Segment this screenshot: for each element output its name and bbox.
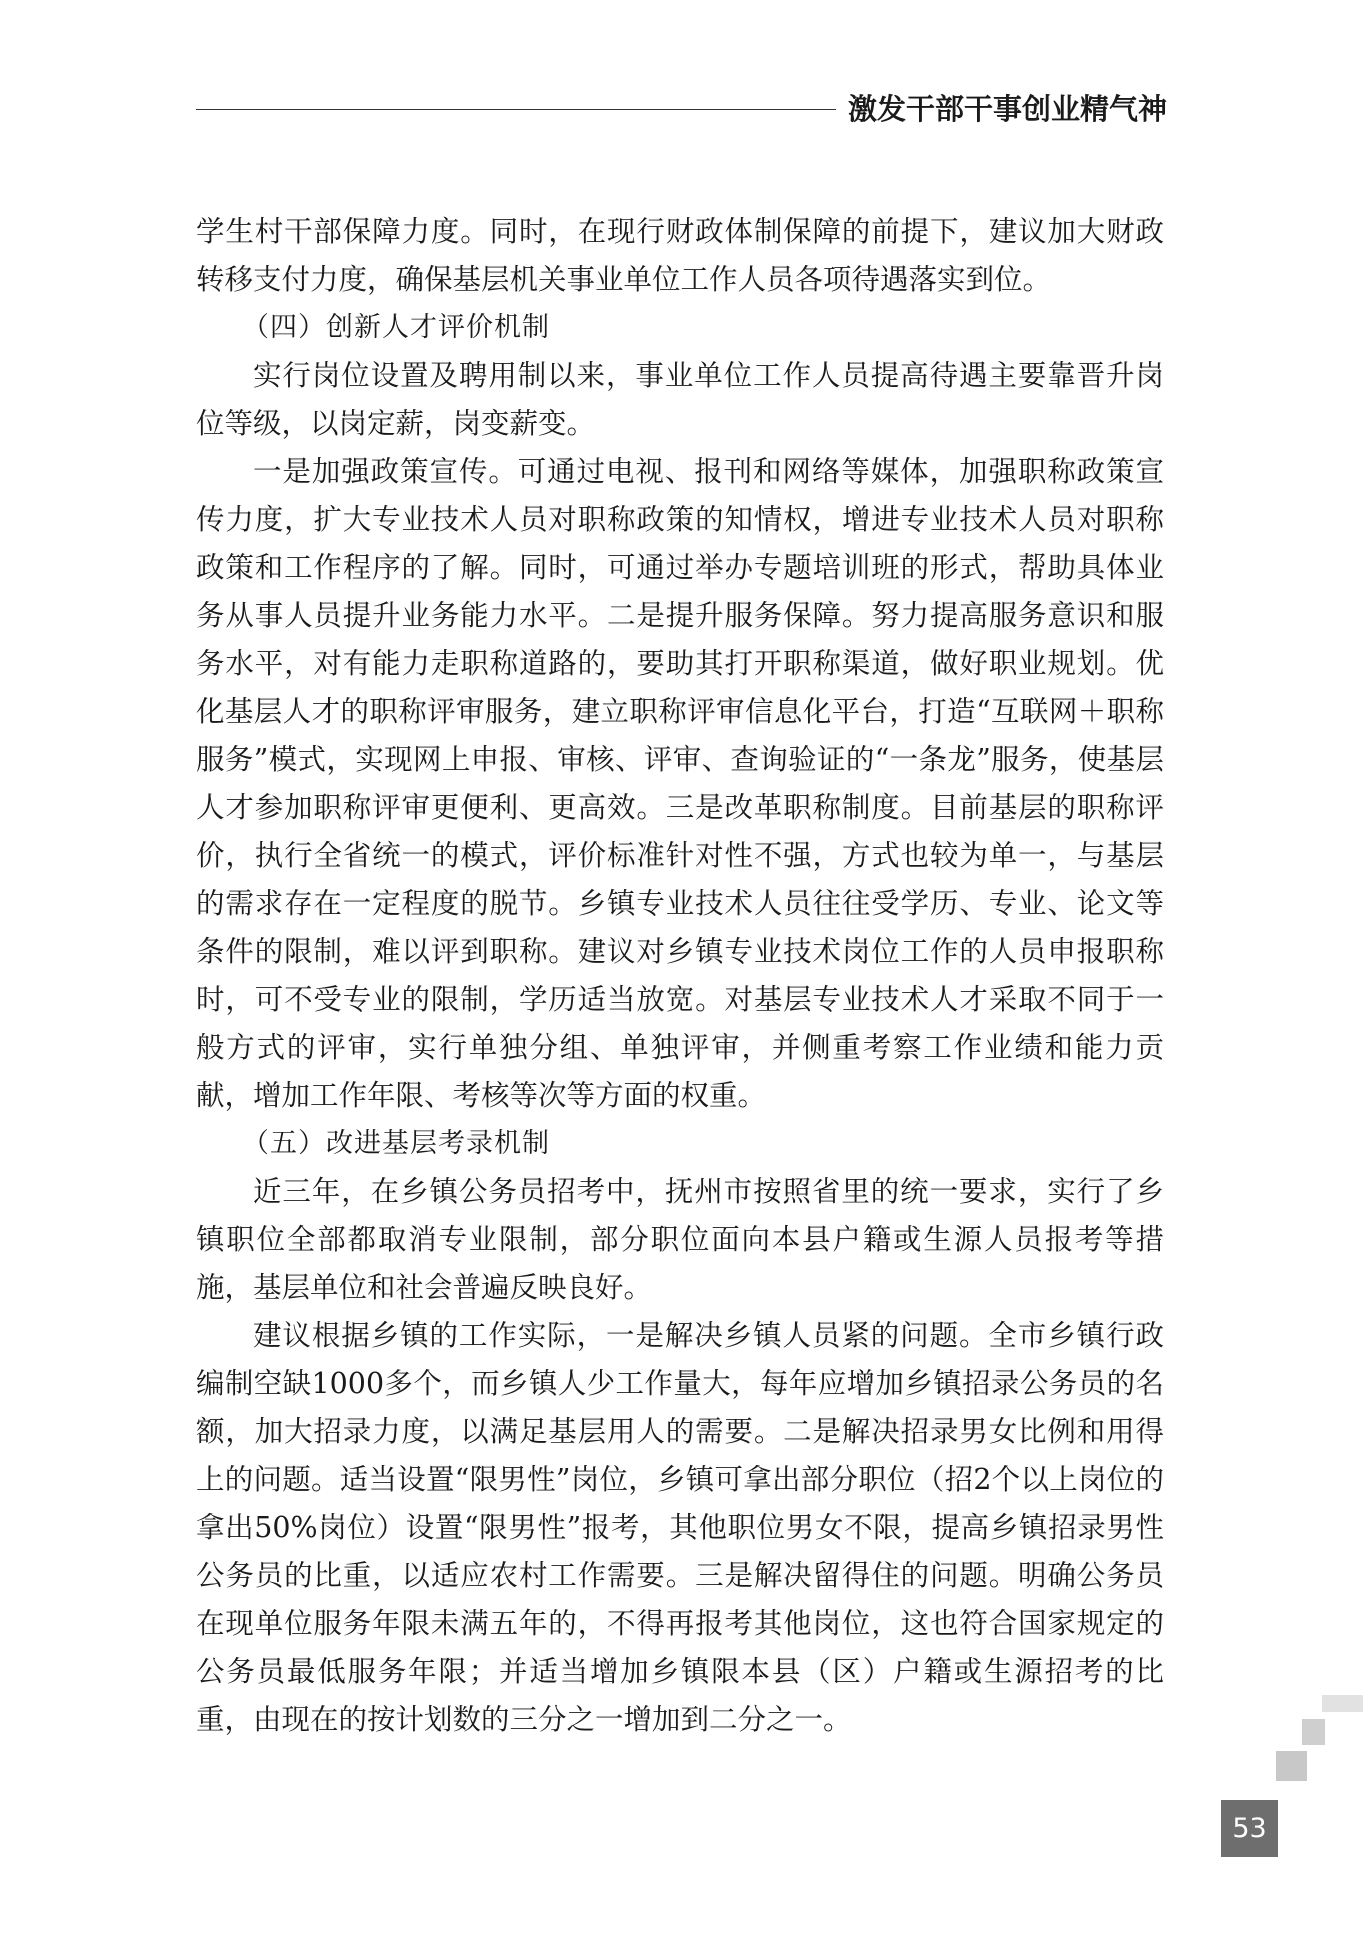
decorative-square (1276, 1751, 1307, 1781)
paragraph: 一是加强政策宣传。可通过电视、报刊和网络等媒体，加强职称政策宣传力度，扩大专业技术人员对职称政策的知情权，增进专业技术人员对职称政策和工作程序的了解。同时，可通过举办专题培训班的形式，帮助具体业务从事人员提升业务能力水平。二是提升服务保障。努力提高服务意识和服务水平，对有能力走职称道路的，要助其打开职称渠道，做好职业规划。优化基层人才的职称评审服务，建立职称评审信息化平台，打造“互联网＋职称服务”模式，实现网上申报、审核、评审、查询验证的“一条龙”服务，使基层人才参加职称评审更便利、更高效。三是改革职称制度。目前基层的职称评价，执行全省统一的模式，评价标准针对性不强，方式也较为单一，与基层的需求存在一定程度的脱节。乡镇专业技术人员往往受学历、专业、论文等条件的限制，难以评到职称。建议对乡镇专业技术岗位工作的人员申报职称时，可不受专业的限制，学历适当放宽。对基层专业技术人才采取不同于一般方式的评审，实行单独分组、单独评审，并侧重考察工作业绩和能力贡献，增加工作年限、考核等次等方面的权重。 (196, 455, 1164, 1112)
paragraph: 学生村干部保障力度。同时，在现行财政体制保障的前提下，建议加大财政转移支付力度，确保基层机关事业单位工作人员各项待遇落实到位。 (196, 215, 1164, 296)
page-number: 53 (1232, 1813, 1267, 1844)
header-rule (196, 109, 836, 110)
paragraph: 建议根据乡镇的工作实际，一是解决乡镇人员紧的问题。全市乡镇行政编制空缺1000多个，而乡镇人少工作量大，每年应增加乡镇招录公务员的名额，加大招录力度，以满足基层用人的需要。二是解决招录男女比例和用得上的问题。适当设置“限男性”岗位，乡镇可拿出部分职位（招2个以上岗位的拿出50%岗位）设置“限男性”报考，其他职位男女不限，提高乡镇招录男性公务员的比重，以适应农村工作需要。三是解决留得住的问题。明确公务员在现单位服务年限未满五年的，不得再报考其他岗位，这也符合国家规定的公务员最低服务年限；并适当增加乡镇限本县（区）户籍或生源招考的比重，由现在的按计划数的三分之一增加到二分之一。 (196, 1319, 1164, 1736)
page-number-badge (1221, 1800, 1278, 1857)
paragraph: 实行岗位设置及聘用制以来，事业单位工作人员提高待遇主要靠晋升岗位等级，以岗定薪，岗变薪变。 (196, 359, 1164, 440)
section-heading: （四）创新人才评价机制 (242, 312, 550, 343)
running-header-title: 激发干部干事创业精气神 (848, 92, 1168, 126)
decorative-square (1302, 1719, 1325, 1745)
paragraph: 近三年，在乡镇公务员招考中，抚州市按照省里的统一要求，实行了乡镇职位全部都取消专业限制，部分职位面向本县户籍或生源人员报考等措施，基层单位和社会普遍反映良好。 (196, 1175, 1164, 1304)
decorative-square (1322, 1695, 1363, 1712)
body-text (196, 208, 1164, 1744)
section-heading: （五）改进基层考录机制 (242, 1128, 550, 1159)
